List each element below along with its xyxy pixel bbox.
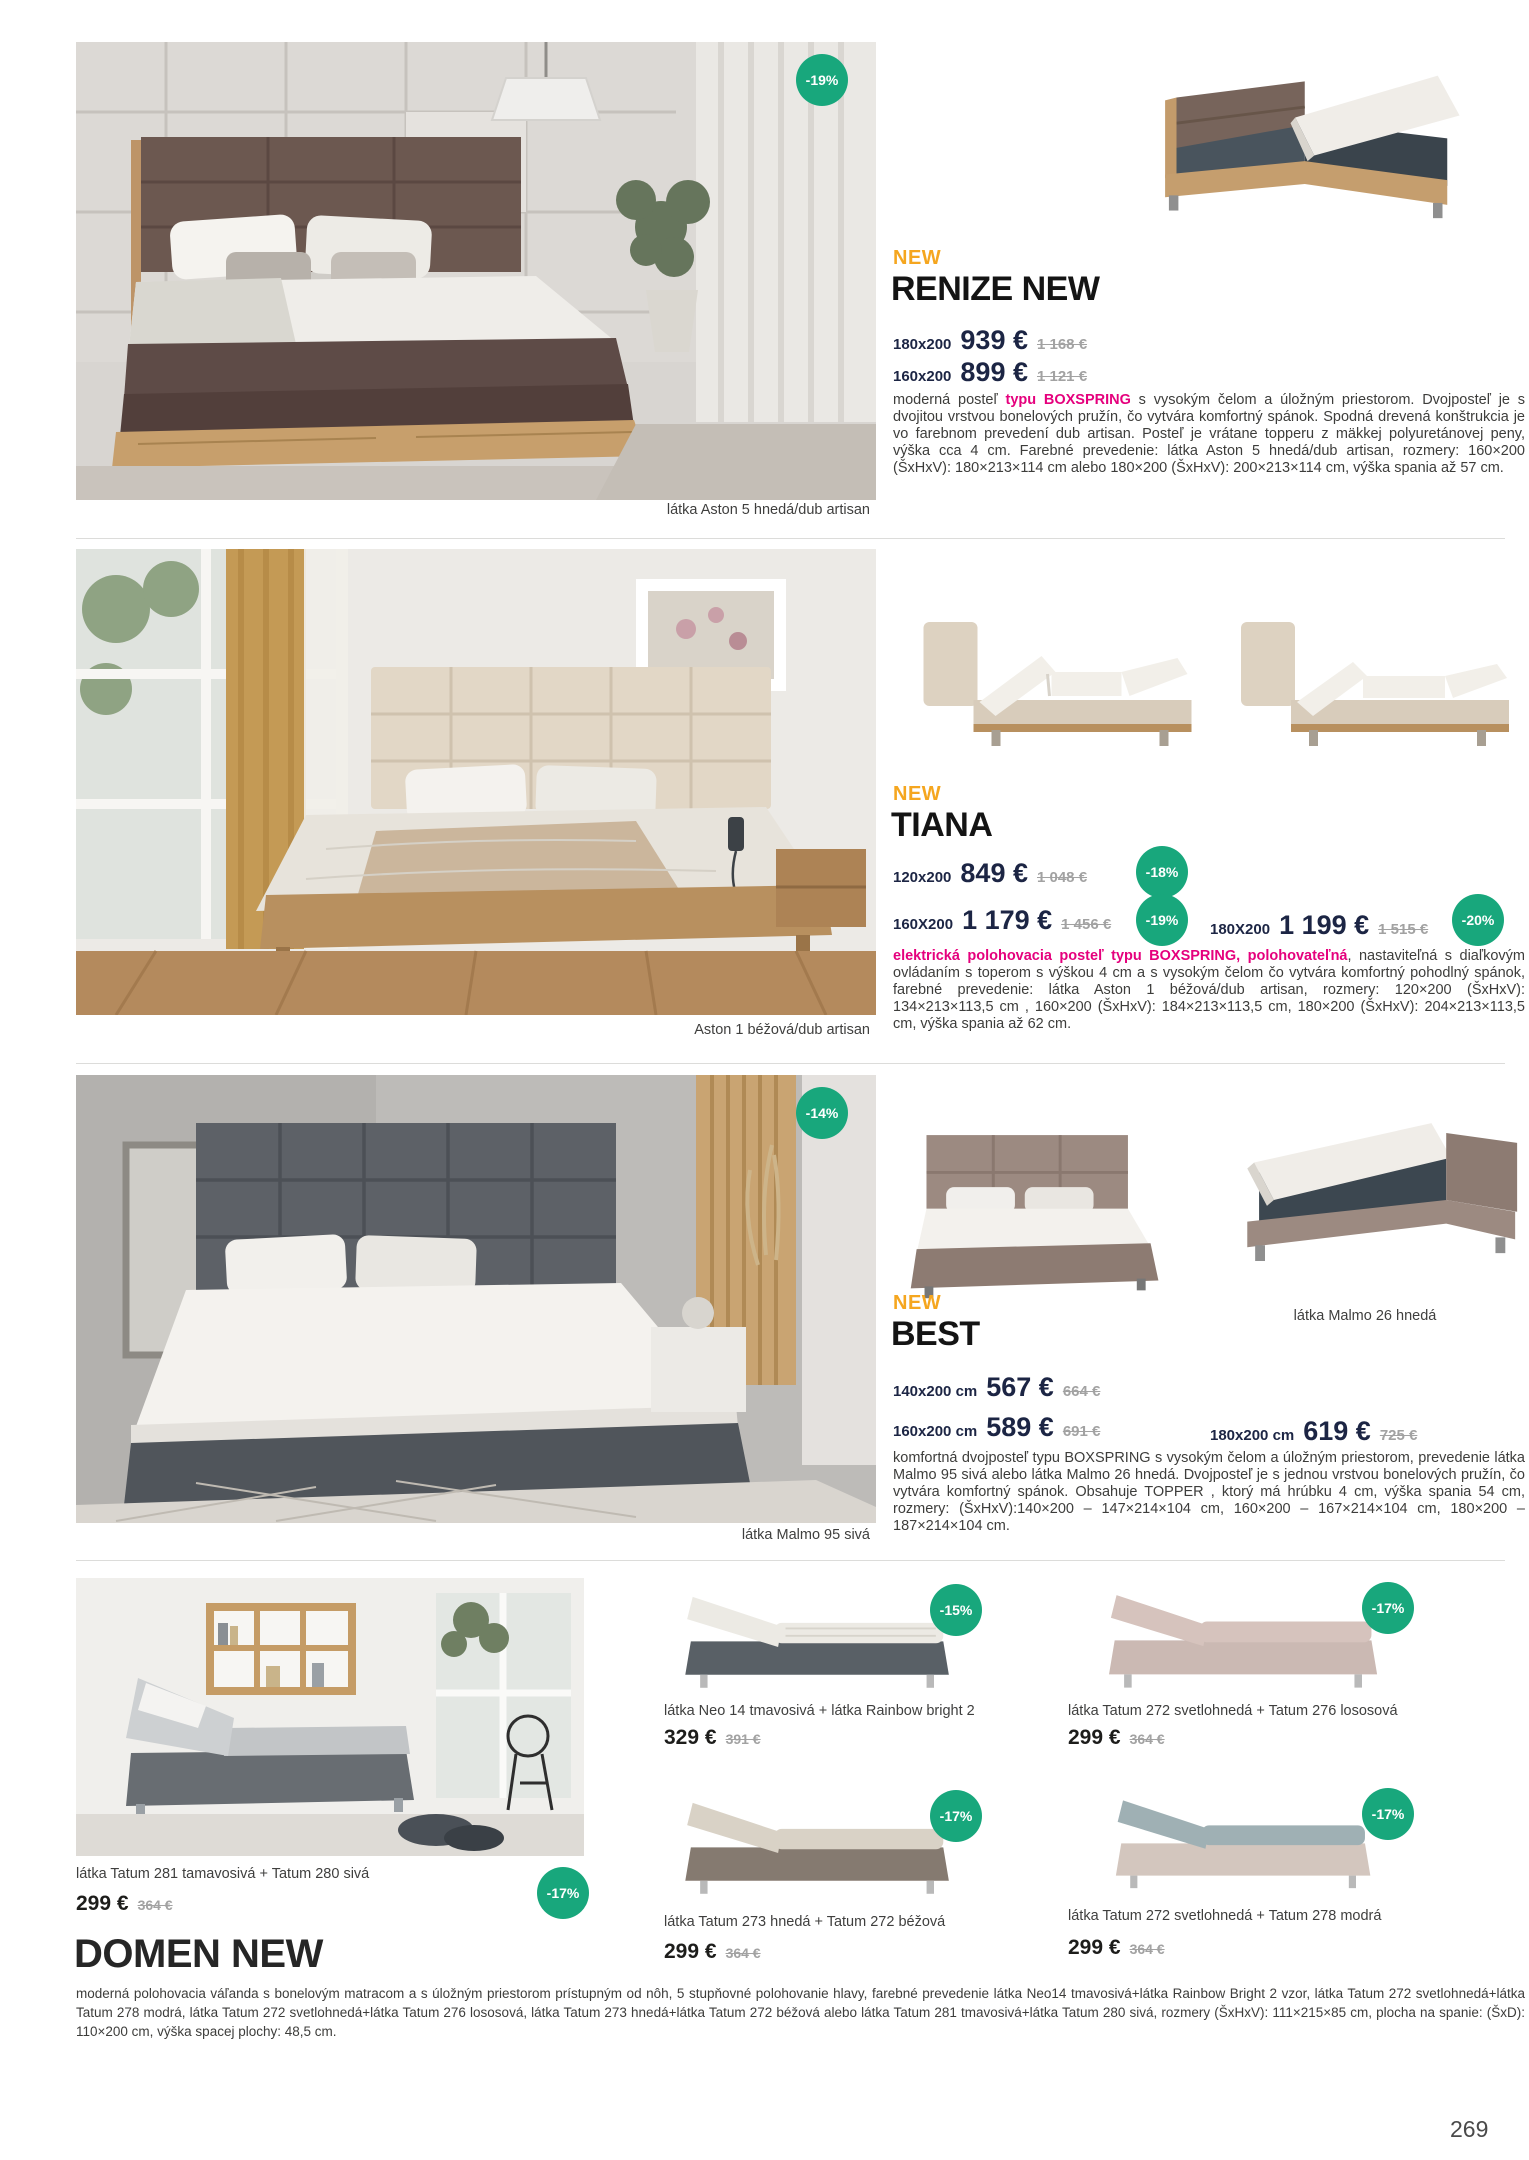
domen-description: moderná polohovacia váľanda s bonelovým matracom a s úložným priestorom prístupným od nôh, 5 stupňovné polohovanie hlavy, farebné prevedenie látka Neo14 tmavosivá+látka Rainbow Bright 2 vzor, látka Tatum 272 svetlohnedá+látka Tatum 278 modrá, látka Tatum 272 svetlohnedá+látka Tatum 276 lososová, látka Tatum 273 hnedá+látka Tatum 272 béžová alebo látka Tatum 281 tmavosivá+látka Tatum 280 sivá, rozmery (ŠxHxV): 111×215×85 cm, plocha na spanie: (ŠxD): 110×200 cm, výška spacej plochy: 48,5 cm. [76, 1986, 1525, 2039]
desc-highlight: elektrická polohovacia posteľ typu BOXSPRING, polohovateľná [893, 948, 1348, 964]
domen-photo-price-row [76, 1892, 173, 1916]
best-bed-thumb [897, 1092, 1182, 1302]
best-storage-thumb [1200, 1092, 1525, 1302]
boxspring-bed-icon [897, 1092, 1182, 1302]
tiana-room-illustration [76, 549, 876, 1015]
best-thumb-caption: látka Malmo 26 hnedá [1293, 1308, 1437, 1324]
price: 299 € [1068, 1726, 1121, 1749]
price: 329 € [664, 1726, 717, 1749]
desc-text: moderná posteľ [893, 392, 1006, 408]
renize-room-photo [76, 42, 876, 500]
page-number: 269 [1450, 2116, 1489, 2142]
best-new-label: NEW [893, 1292, 942, 1314]
best-room-photo [76, 1075, 876, 1523]
desc-highlight: typu BOXSPRING [1005, 392, 1131, 408]
domen-variant-caption-4: látka Tatum 272 svetlohnedá + Tatum 278 modrá [1068, 1908, 1382, 1924]
renize-price-row-1 [893, 325, 1087, 356]
old-price: 364 € [1129, 1731, 1165, 1747]
best-price-row-3 [1210, 1416, 1417, 1447]
discount-badge: -17% [1362, 1582, 1414, 1634]
tiana-title: TIANA [891, 806, 993, 844]
price: 299 € [664, 1940, 717, 1963]
storage-bed-icon [1200, 1092, 1525, 1302]
domen-room-illustration [76, 1578, 584, 1856]
old-price: 1 168 € [1036, 336, 1088, 353]
desc-text: , nastaviteľná s diaľkovým ovládaním s toperom s výškou 4 cm a s vysokým čelom čo vytvára komfortný pohodlný spánok, farebné prevedenie: látka Aston 1 béžová/dub artisan, rozmery: 120×200 (ŠxHxV): 134×213×113,5 cm , 160×200 (ŠxHxV): 184×213×113,5 cm, 180×200 (ŠxHxV): 204×213×113,5 cm, výška spania až 62 cm. [893, 948, 1525, 1032]
renize-description [893, 392, 1525, 477]
size-label: 140x200 cm [893, 1383, 978, 1400]
renize-new-label: NEW [893, 247, 942, 269]
domen-room-photo [76, 1578, 584, 1856]
domen-variant-price-4 [1068, 1936, 1165, 1960]
best-description: komfortná dvojposteľ typu BOXSPRING s vysokým čelom a úložným priestorom, prevedenie látka Malmo 95 sivá alebo látka Malmo 26 hnedá. Dvojposteľ je s jednou vrstvou bonelových pružín, čo vytvára komfortný spánok. Obsahuje TOPPER , ktorý má hrúbku 4 cm, výška spania 54 cm, rozmery: (ŠxHxV):140×200 – 147×214×104 cm, 160×200 – 167×214×104 cm, 180×200 – 187×214×104 cm. [893, 1450, 1525, 1534]
domen-variant-thumb-2 [1068, 1580, 1420, 1698]
size-label: 160X200 [893, 916, 954, 933]
tiana-adjustable-thumb-2 [1225, 570, 1525, 775]
old-price: 725 € [1379, 1427, 1418, 1444]
domen-variant-caption-3: látka Tatum 273 hnedá + Tatum 272 béžová [664, 1914, 946, 1930]
size-label: 180x200 [893, 336, 952, 353]
size-label: 180X200 [1210, 921, 1271, 938]
best-price-row-1 [893, 1372, 1100, 1403]
adjustable-bed-icon [905, 570, 1210, 775]
old-price: 1 121 € [1036, 368, 1088, 385]
old-price: 1 456 € [1061, 916, 1112, 933]
domen-variant-price-2 [1068, 1726, 1165, 1750]
domen-variant-price-1 [664, 1726, 761, 1750]
size-label: 160x200 [893, 368, 952, 385]
section-divider [76, 538, 1505, 539]
price: 899 € [960, 357, 1028, 387]
renize-room-illustration [76, 42, 876, 500]
size-label: 160x200 cm [893, 1423, 978, 1440]
size-label: 180x200 cm [1210, 1427, 1295, 1444]
discount-badge: -15% [930, 1584, 982, 1636]
old-price: 364 € [725, 1945, 761, 1961]
old-price: 664 € [1062, 1383, 1101, 1400]
size-label: 120x200 [893, 869, 952, 886]
tiana-price-row-2 [893, 905, 1111, 936]
best-title: BEST [891, 1315, 980, 1353]
old-price: 391 € [725, 1731, 761, 1747]
domen-variant-caption-1: látka Neo 14 tmavosivá + látka Rainbow bright 2 [664, 1703, 975, 1719]
old-price: 691 € [1062, 1423, 1101, 1440]
tiana-description [893, 948, 1525, 1033]
discount-badge: -18% [1136, 846, 1188, 898]
domen-photo-caption: látka Tatum 281 tamavosivá + Tatum 280 sivá [76, 1866, 370, 1882]
domen-variant-thumb-4 [1068, 1786, 1420, 1898]
old-price: 1 515 € [1378, 921, 1429, 938]
tiana-price-row-3 [1210, 910, 1428, 941]
adjustable-bed-icon [1225, 570, 1525, 775]
discount-badge: -19% [1136, 894, 1188, 946]
discount-badge: -20% [1452, 894, 1504, 946]
domen-variant-caption-2: látka Tatum 272 svetlohnedá + Tatum 276 lososová [1068, 1703, 1398, 1719]
price: 299 € [76, 1892, 129, 1915]
price: 1 199 € [1279, 910, 1370, 940]
domen-variant-thumb-1 [664, 1582, 972, 1698]
tiana-new-label: NEW [893, 783, 942, 805]
old-price: 1 048 € [1036, 869, 1088, 886]
price: 589 € [986, 1412, 1054, 1442]
domen-variant-price-3 [664, 1940, 761, 1964]
storage-bed-icon [1110, 52, 1490, 257]
domen-title: DOMEN NEW [74, 1932, 323, 1976]
discount-badge: -17% [1362, 1788, 1414, 1840]
discount-badge: -17% [930, 1790, 982, 1842]
section-divider [76, 1063, 1505, 1064]
desc-text: s vysokým čelom a úložným priestorom. Dvojposteľ je s dvojitou vrstvou bonelových pružín, čo vytvára komfortný spánok. Spodná drevená konštrukcia je vo farebnom prevedení dub artisan. Posteľ je vrátane topperu z mäkkej polyuretánovej peny, výška cca 4 cm. Farebné prevedenie: látka Aston 5 hnedá/dub artisan, rozmery: 160×200 (ŠxHxV): 180×213×114 cm alebo 180×200 (ŠxHxV): 200×213×114 cm, výška spania až 57 cm. [893, 392, 1526, 476]
price: 939 € [960, 325, 1028, 355]
renize-photo-caption: látka Aston 5 hnedá/dub artisan [666, 502, 870, 518]
price: 849 € [960, 858, 1028, 888]
best-photo-caption: látka Malmo 95 sivá [741, 1527, 870, 1543]
price: 299 € [1068, 1936, 1121, 1959]
domen-variant-thumb-3 [664, 1788, 972, 1904]
discount-badge: -14% [796, 1087, 848, 1139]
daybed-icon [664, 1788, 972, 1904]
renize-price-row-2 [893, 357, 1087, 388]
tiana-adjustable-thumb-1 [905, 570, 1210, 775]
price: 619 € [1303, 1416, 1371, 1446]
tiana-photo-caption: Aston 1 béžová/dub artisan [694, 1022, 870, 1038]
price: 567 € [986, 1372, 1054, 1402]
tiana-room-photo [76, 549, 876, 1015]
old-price: 364 € [137, 1897, 173, 1913]
best-price-row-2 [893, 1412, 1100, 1443]
best-room-illustration [76, 1075, 876, 1523]
discount-badge: -19% [796, 54, 848, 106]
renize-title: RENIZE NEW [891, 270, 1100, 308]
tiana-price-row-1 [893, 858, 1087, 889]
daybed-icon [664, 1582, 972, 1698]
old-price: 364 € [1129, 1941, 1165, 1957]
price: 1 179 € [962, 905, 1053, 935]
renize-storage-thumb [1110, 52, 1490, 257]
discount-badge: -17% [537, 1867, 589, 1919]
section-divider [76, 1560, 1505, 1561]
